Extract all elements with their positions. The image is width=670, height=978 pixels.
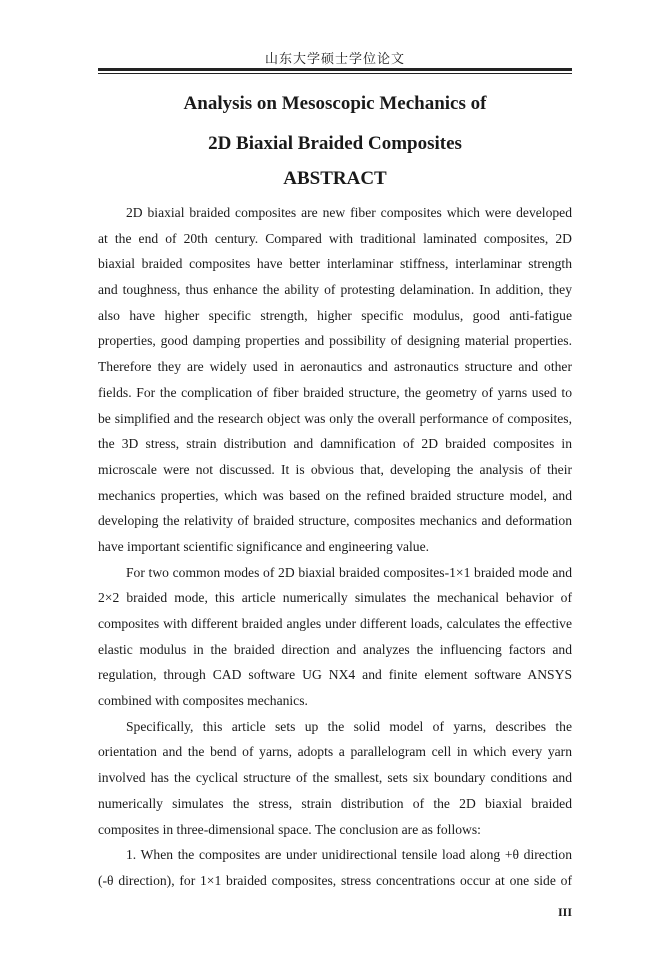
text-line: 2×2 braided mode, this article numerically simulates the mechanical behavior of — [98, 590, 572, 606]
text-line: 2D biaxial braided composites are new fiber composites which were developed — [126, 205, 572, 220]
text-line: numerically simulates the stress, strain distribution of the 2D biaxial braided — [98, 795, 572, 811]
text-line: composites with different braided angles under different loads, calculates the effective — [98, 616, 572, 631]
text-line: For two common modes of 2D biaxial braided composites-1×1 braided mode and — [126, 564, 572, 580]
text-line: involved has the cyclical structure of the smallest, sets six boundary conditions and — [98, 770, 572, 786]
text-line: be simplified and the research object was only the overall performance of composites, — [98, 410, 572, 426]
text-line: mechanics properties, which was based on the refined braided structure model, and — [98, 487, 572, 503]
title-line-2: 2D Biaxial Braided Composites — [208, 133, 462, 154]
text-line: have important scientific significance and engineering value. — [98, 538, 430, 554]
header-rule — [98, 68, 572, 74]
page-number: III — [557, 905, 572, 919]
text-line: properties, good damping properties and possibility of designing material properties. — [98, 333, 572, 349]
text-line: orientation and the bend of yarns, adopts a parallelogram cell in which every yarn — [98, 744, 572, 760]
abstract-body — [98, 200, 572, 894]
text-line: (-θ direction), for 1×1 braided composites, stress concentrations occur at one side of — [98, 872, 572, 888]
text-line: and toughness, thus enhance the ability of protesting delamination. In addition, they — [98, 282, 572, 298]
text-line: elastic modulus in the braided direction and analyzes the influencing factors and — [98, 641, 572, 657]
title-line-1: Analysis on Mesoscopic Mechanics of — [183, 93, 487, 114]
text-line: Specifically, this article sets up the solid model of yarns, describes the — [126, 718, 572, 734]
text-line: developing the relativity of braided structure, composites mechanics and deformation — [98, 513, 572, 529]
text-line: 1. When the composites are under unidirectional tensile load along +θ direction — [126, 847, 572, 863]
abstract-heading: ABSTRACT — [283, 168, 387, 189]
text-line: fields. For the complication of fiber braided structure, the geometry of yarns used to — [98, 384, 572, 400]
text-line: biaxial braided composites have better interlaminar stiffness, interlaminar strength — [98, 256, 572, 272]
text-line: the 3D stress, strain distribution and damnification of 2D braided composites in — [98, 436, 572, 452]
text-line: combined with composites mechanics. — [98, 693, 308, 709]
text-line: microscale were not discussed. It is obvious that, developing the analysis of their — [98, 461, 572, 477]
text-line: at the end of 20th century. Compared with traditional laminated composites, 2D — [98, 230, 572, 246]
text-line: regulation, through CAD software UG NX4 and finite element software ANSYS — [98, 667, 572, 683]
text-line: Therefore they are widely used in aeronautics and astronautics structure and other — [98, 359, 572, 375]
text-line: composites in three-dimensional space. The conclusion are as follows: — [98, 821, 481, 837]
running-header: 山东大学硕士学位论文 — [264, 52, 405, 67]
text-line: also have higher specific strength, higher specific modulus, good anti-fatigue — [98, 307, 572, 323]
